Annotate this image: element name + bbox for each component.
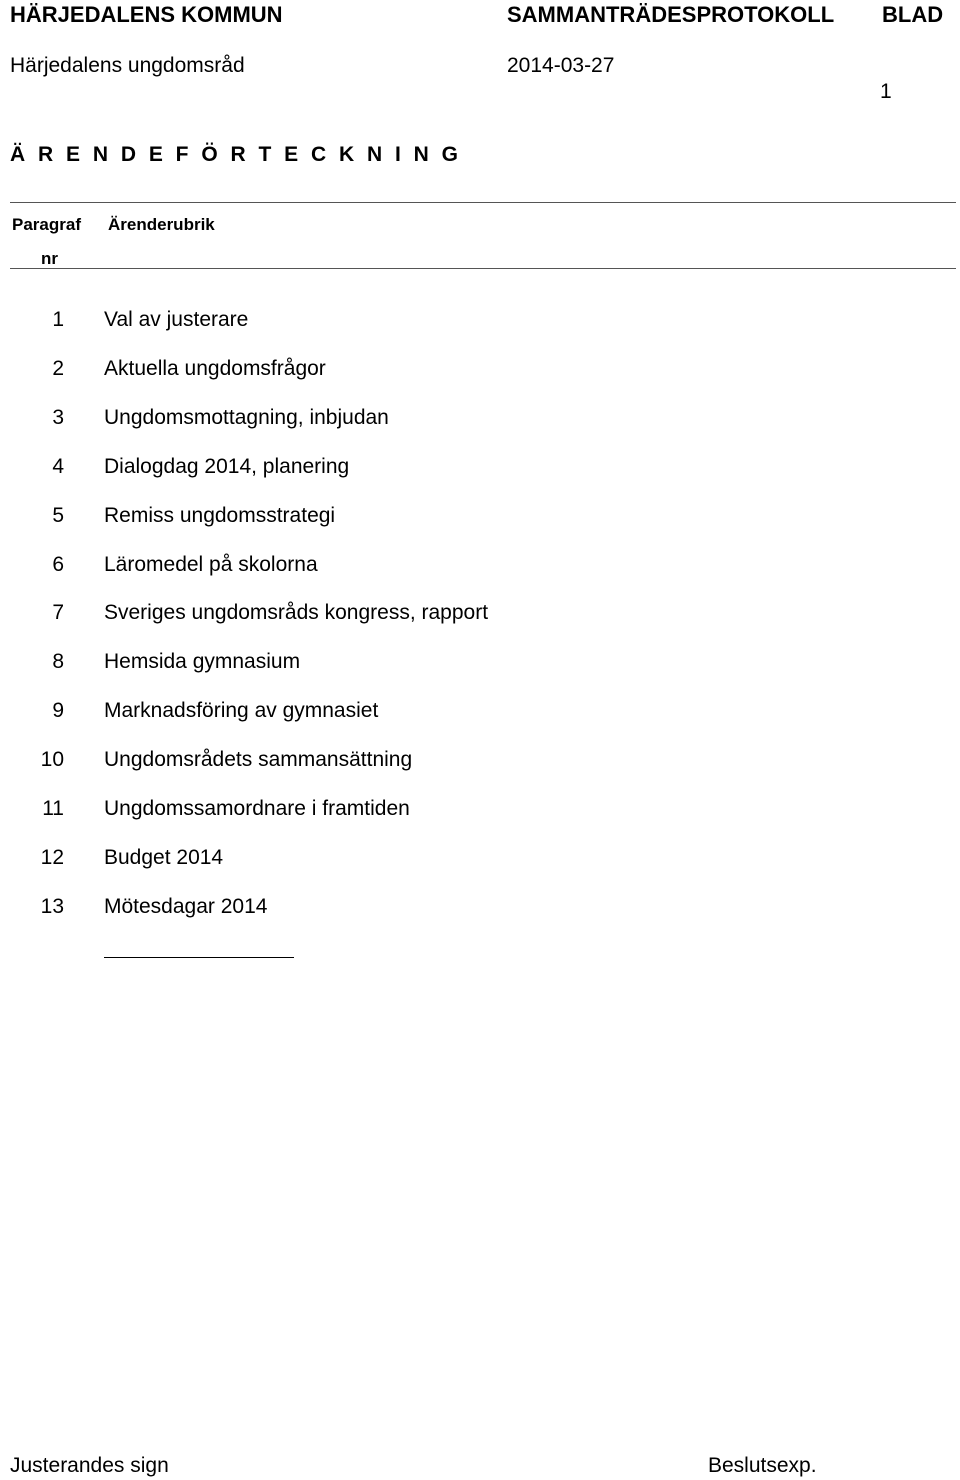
agenda-item-number: 1: [52, 308, 64, 331]
sheet-label: BLAD: [882, 2, 944, 27]
page-title: Ä R E N D E F Ö R T E C K N I N G: [10, 143, 462, 166]
header-bottom-rule: [10, 268, 956, 269]
agenda-item-title: Budget 2014: [104, 846, 224, 869]
agenda-item-title: Aktuella ungdomsfrågor: [104, 357, 326, 380]
column-header-paragraph-nr: nr: [41, 249, 58, 268]
agenda-item-number: 9: [52, 699, 64, 722]
body-name: Härjedalens ungdomsråd: [10, 54, 245, 77]
agenda-item-title: Ungdomsrådets sammansättning: [104, 748, 413, 771]
header-top-rule: [10, 202, 956, 203]
agenda-item-title: Dialogdag 2014, planering: [104, 455, 350, 478]
agenda-item-number: 2: [52, 357, 64, 380]
meeting-date: 2014-03-27: [507, 54, 615, 77]
list-end-rule: [104, 957, 294, 958]
column-header-subject: Ärenderubrik: [108, 215, 215, 234]
agenda-item-title: Sveriges ungdomsråds kongress, rapport: [104, 601, 489, 624]
agenda-item-title: Ungdomsmottagning, inbjudan: [104, 406, 389, 429]
footer-signature-label: Justerandes sign: [10, 1454, 169, 1477]
agenda-item-title: Val av justerare: [104, 308, 249, 331]
agenda-item-number: 10: [40, 748, 64, 771]
agenda-item-title: Mötesdagar 2014: [104, 895, 268, 918]
agenda-item-title: Ungdomssamordnare i framtiden: [104, 797, 410, 820]
agenda-item-number: 5: [52, 504, 64, 527]
agenda-item-title: Hemsida gymnasium: [104, 650, 301, 673]
agenda-item-title: Remiss ungdomsstrategi: [104, 504, 336, 527]
agenda-item-number: 8: [52, 650, 64, 673]
agenda-item-title: Läromedel på skolorna: [104, 553, 318, 576]
agenda-item-number: 11: [42, 797, 64, 820]
document-type: SAMMANTRÄDESPROTOKOLL: [507, 2, 835, 27]
agenda-item-number: 6: [52, 553, 64, 576]
agenda-item-number: 7: [52, 601, 64, 624]
agenda-item-number: 4: [52, 455, 64, 478]
column-header-paragraph: Paragraf: [12, 215, 81, 234]
agenda-item-number: 3: [52, 406, 64, 429]
agenda-item-number: 13: [40, 895, 64, 918]
agenda-item-title: Marknadsföring av gymnasiet: [104, 699, 379, 722]
agenda-item-number: 12: [40, 846, 64, 869]
municipality-name: HÄRJEDALENS KOMMUN: [10, 2, 283, 27]
footer-decision-label: Beslutsexp.: [708, 1454, 817, 1477]
sheet-number: 1: [880, 80, 892, 103]
